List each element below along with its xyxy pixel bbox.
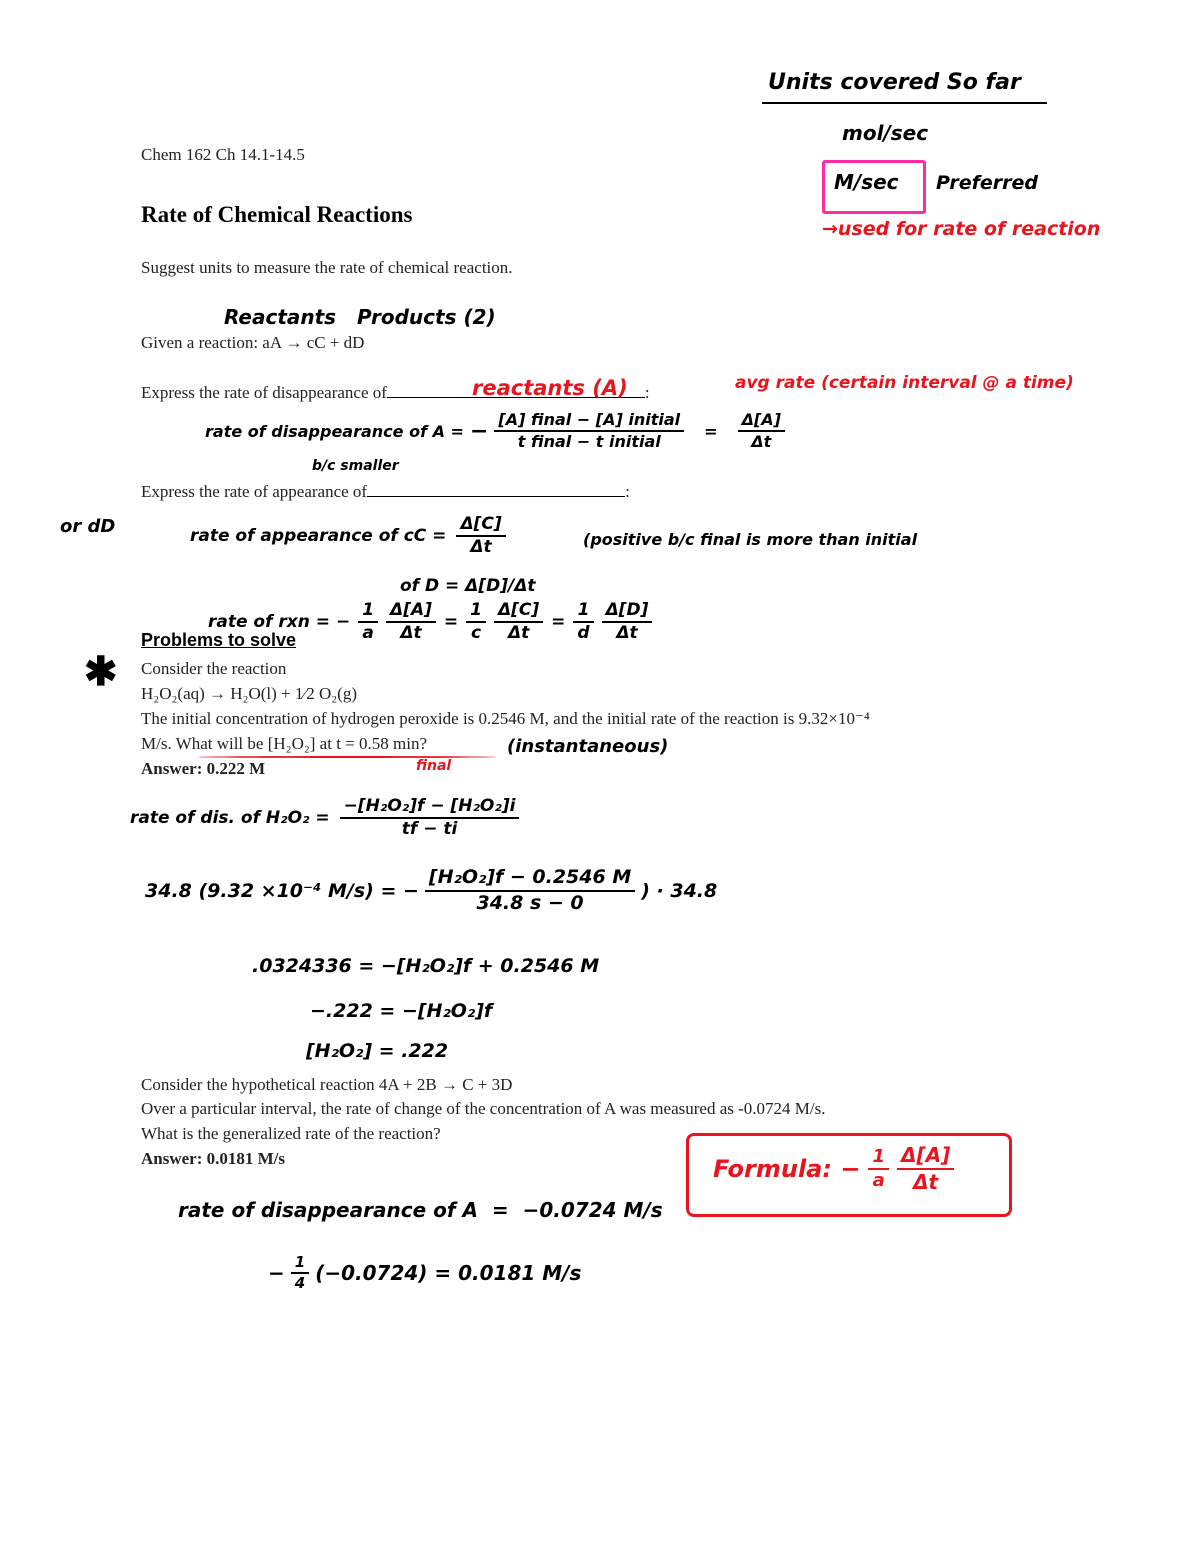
rate-eq-1: =: [443, 612, 459, 633]
disappearance-formula-lhs: rate of disappearance of A =: [205, 421, 464, 441]
work1-num: −[H₂O₂]f − [H₂O₂]i: [340, 796, 520, 819]
given-suffix: cC + dD: [306, 333, 365, 352]
rate-delta-a: [386, 600, 436, 645]
appearance-formula-lhs: rate of appearance of cC =: [190, 526, 447, 547]
appearance-blank: [367, 482, 625, 497]
p1-red-underline: [198, 756, 496, 758]
disappearance-fill-in: reactants (A): [472, 376, 628, 400]
p2-answer-value: 0.0181 M/s: [206, 1149, 286, 1168]
p2-answer: [141, 1149, 285, 1169]
p1-equation: H₂O₂(aq) → H₂O(l) + 1⁄2 O₂(g): [141, 684, 358, 703]
rate-delta-d: [602, 600, 653, 645]
p1-answer-value: 0.222 M: [206, 759, 266, 778]
disappearance-den: t final − t initial: [517, 432, 661, 451]
work1-line2-num: [H₂O₂]f − 0.2546 M: [425, 866, 635, 892]
given-reaction: [141, 333, 364, 353]
unit-molar-per-sec: M/sec: [834, 170, 899, 194]
disappearance-delta-den: Δt: [751, 432, 772, 451]
formula-delta-den: Δt: [913, 1170, 939, 1194]
preferred-note: Preferred: [936, 172, 1038, 194]
rate-of-rxn-lhs: rate of rxn = −: [208, 612, 351, 633]
disappearance-prompt-text: Express the rate of disappearance of: [141, 383, 387, 402]
disappearance-delta-num: Δ[A]: [738, 410, 785, 432]
p2-line3: What is the generalized rate of the reaction?: [141, 1124, 441, 1143]
appearance-prompt-end: :: [625, 482, 630, 501]
appearance-den: Δt: [470, 537, 492, 558]
rate-delta-d-num: Δ[D]: [602, 600, 653, 623]
p1-answer-label: Answer:: [141, 759, 203, 778]
rate-delta-c-den: Δt: [507, 623, 530, 644]
appearance-formula: [190, 514, 506, 559]
work1-line3: .0324336 = −[H₂O₂]f + 0.2546 M: [252, 955, 600, 977]
rate-delta-c-num: Δ[C]: [494, 600, 543, 623]
appearance-prompt-text: Express the rate of appearance of: [141, 482, 368, 501]
work1-line4: −.222 = −[H₂O₂]f: [310, 1000, 493, 1022]
disappearance-formula: [205, 410, 785, 452]
rate-eq-2: =: [551, 612, 566, 633]
disappearance-delta: [738, 410, 785, 452]
or-dd-note: or dD: [60, 516, 116, 537]
problems-heading: Problems to solve: [141, 630, 297, 650]
formula-frac-num: 1: [868, 1146, 889, 1171]
p2-line1: Consider the hypothetical reaction 4A + 2B → C + 3D: [141, 1075, 513, 1094]
given-prefix: Given a reaction: aA: [141, 333, 282, 352]
formula-label: Formula: −: [713, 1155, 861, 1183]
work1-fraction: [340, 796, 520, 841]
reactants-products-labels: Reactants Products (2): [224, 305, 496, 329]
appearance-fraction: [456, 514, 505, 559]
p2-line2: Over a particular interval, the rate of change of the concentration of A was measured as -0.0724 M/s.: [141, 1099, 826, 1118]
work1-line2-lhs: 34.8 (9.32 ×10⁻⁴ M/s) = −: [145, 879, 419, 902]
p2-answer-label: Answer:: [141, 1149, 203, 1168]
rate-frac-1d-den: d: [577, 623, 590, 644]
appearance-prompt: [141, 482, 630, 502]
reaction-arrow-icon: →: [285, 333, 303, 352]
formula-frac-1a: [868, 1146, 889, 1193]
rate-frac-1a-den: a: [362, 623, 374, 644]
work2-line2-post: (−0.0724) = 0.0181 M/s: [315, 1260, 582, 1285]
rate-delta-a-den: Δt: [400, 623, 422, 644]
course-label: Chem 162 Ch 14.1-14.5: [141, 145, 305, 164]
rate-delta-d-den: Δt: [616, 623, 638, 644]
work1-formula: [130, 796, 519, 841]
work1-line2-fraction: [425, 866, 635, 916]
page-title: Rate of Chemical Reactions: [141, 202, 413, 227]
work1-den: tf − ti: [401, 819, 458, 840]
avg-rate-note: avg rate (certain interval @ a time): [735, 373, 1074, 393]
rate-frac-1d: [573, 600, 593, 645]
bc-smaller-note: b/c smaller: [312, 458, 399, 474]
p1-line1: The initial concentration of hydrogen peroxide is 0.2546 M, and the initial rate of the reaction is 9.32×10⁻⁴: [141, 709, 870, 728]
work1-line2-den: 34.8 s − 0: [476, 891, 584, 914]
work2-line1: rate of disappearance of A = −0.0724 M/s: [178, 1198, 663, 1222]
units-heading: Units covered So far: [768, 70, 1021, 95]
work2-frac: [291, 1253, 309, 1293]
unit-mol-per-sec: mol/sec: [842, 121, 929, 145]
work1-line2: [145, 866, 717, 916]
work2-line2: [268, 1253, 581, 1293]
disappearance-fraction: [494, 410, 684, 452]
rate-delta-a-num: Δ[A]: [386, 600, 436, 623]
formula-delta-num: Δ[A]: [897, 1143, 954, 1170]
work1-line5: [H₂O₂] = .222: [306, 1040, 449, 1062]
rate-frac-1a-num: 1: [358, 600, 378, 623]
disappearance-eq: =: [704, 421, 718, 441]
formula-delta: [897, 1143, 954, 1195]
appearance-num: Δ[C]: [456, 514, 505, 537]
p1-intro: Consider the reaction: [141, 659, 287, 678]
formula-box-content: [713, 1143, 954, 1195]
rate-frac-1a: [358, 600, 378, 645]
work2-frac-num: 1: [291, 1253, 309, 1274]
formula-frac-den: a: [872, 1170, 885, 1191]
work2-line2-pre: −: [268, 1260, 285, 1285]
work1-lhs: rate of dis. of H₂O₂ =: [130, 808, 330, 829]
p1-answer: [141, 759, 265, 779]
disappearance-num: [A] final − [A] initial: [494, 410, 684, 432]
instantaneous-note: (instantaneous): [507, 736, 669, 757]
rate-frac-1c-den: c: [471, 623, 482, 644]
rate-delta-c: [494, 600, 543, 645]
units-heading-underline: [762, 102, 1047, 104]
final-note: final: [416, 758, 452, 774]
p1-line2: M/s. What will be [H₂O₂] at t = 0.58 min?: [141, 734, 428, 753]
positive-note: (positive b/c final is more than initial: [583, 530, 918, 549]
used-for-note: →used for rate of reaction: [822, 218, 1101, 240]
rate-frac-1c: [466, 600, 486, 645]
rate-frac-1c-num: 1: [466, 600, 486, 623]
disappearance-neg: −: [469, 418, 489, 444]
disappearance-prompt-end: :: [644, 383, 650, 402]
work1-line2-rhs: ) · 34.8: [641, 879, 718, 902]
star-icon: ✱: [84, 649, 118, 694]
rate-frac-1d-num: 1: [573, 600, 593, 623]
of-d-note: of D = Δ[D]/Δt: [400, 576, 536, 596]
units-prompt: Suggest units to measure the rate of chemical reaction.: [141, 258, 513, 277]
work2-frac-den: 4: [294, 1273, 306, 1292]
